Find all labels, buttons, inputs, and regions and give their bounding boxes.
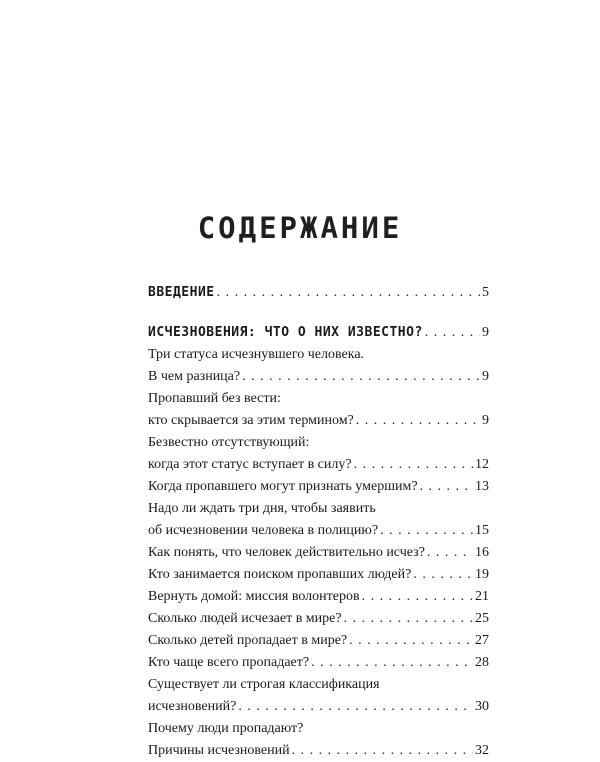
toc-page-number: 9 <box>482 413 489 428</box>
toc-entry-row <box>148 740 489 762</box>
toc-section-label: ВВЕДЕНИЕ <box>148 285 215 300</box>
toc-page-number: 15 <box>475 523 489 538</box>
toc-page-number: 21 <box>475 589 489 604</box>
toc-page-number: 13 <box>475 479 489 494</box>
toc-entry-row <box>148 542 489 564</box>
toc-page-number: 27 <box>475 633 489 648</box>
toc-section-label: ИСЧЕЗНОВЕНИЯ: ЧТО О НИХ ИЗВЕСТНО? <box>148 325 423 340</box>
toc-leader-dots <box>380 520 473 542</box>
toc-entry-label: когда этот статус вступает в силу? <box>148 457 352 472</box>
toc-leader-dots <box>425 322 480 344</box>
toc-entry-line: Надо ли ждать три дня, чтобы заявить <box>148 501 376 516</box>
toc-entry-line: Почему люди пропадают? <box>148 721 304 736</box>
toc-entry-row <box>148 410 489 432</box>
toc-entry[interactable] <box>148 652 489 674</box>
toc-page-number: 32 <box>475 743 489 758</box>
toc-page-number: 5 <box>482 285 489 300</box>
toc-entry-label: В чем разница? <box>148 369 241 384</box>
toc-entry[interactable] <box>148 630 489 652</box>
toc-entry-row <box>148 608 489 630</box>
toc-leader-dots <box>427 542 473 564</box>
toc-entry-row <box>148 520 489 542</box>
toc-leader-dots <box>420 476 473 498</box>
toc-entry[interactable] <box>148 498 489 542</box>
toc-entry[interactable] <box>148 388 489 432</box>
toc-page-number: 30 <box>475 699 489 714</box>
toc-leader-dots <box>344 608 473 630</box>
toc-entry-label: Когда пропавшего могут признать умершим? <box>148 479 418 494</box>
toc-page-number: 12 <box>475 457 489 472</box>
toc-entry-label: Вернуть домой: миссия волонтеров <box>148 589 360 604</box>
toc-gap <box>148 304 489 322</box>
toc-entry-label: Сколько детей пропадает в мире? <box>148 633 348 648</box>
toc-entry-line: Три статуса исчезнувшего человека. <box>148 347 365 362</box>
toc-entry[interactable] <box>148 718 489 762</box>
toc-leader-dots <box>292 740 473 762</box>
toc-page-number: 9 <box>482 369 489 384</box>
toc-entry-label: Причины исчезновений <box>148 743 290 758</box>
toc-entry-label: Кто чаще всего пропадает? <box>148 655 310 670</box>
toc-entry-row <box>148 630 489 652</box>
toc-section-disappearances[interactable] <box>148 322 489 344</box>
toc-entry-label: исчезновений? <box>148 699 237 714</box>
toc-page-number: 28 <box>475 655 489 670</box>
toc-entry-label: Сколько людей исчезает в мире? <box>148 611 342 626</box>
toc-leader-dots <box>354 454 473 476</box>
toc-page-number: 9 <box>482 325 489 340</box>
toc-leader-dots <box>349 630 473 652</box>
toc-entry[interactable] <box>148 344 489 388</box>
toc-entry[interactable] <box>148 542 489 564</box>
toc-entry-label: Кто занимается поиском пропавших людей? <box>148 567 412 582</box>
toc-entry-label: об исчезновении человека в полицию? <box>148 523 379 538</box>
toc-entry-row <box>148 652 489 674</box>
toc-entry[interactable] <box>148 674 489 718</box>
page-title: СОДЕРЖАНИЕ <box>197 211 403 245</box>
toc-section-intro[interactable] <box>148 282 489 304</box>
toc-entry-row <box>148 366 489 388</box>
toc-entry-row <box>148 476 489 498</box>
toc-page-number: 25 <box>475 611 489 626</box>
toc-entry-row <box>148 564 489 586</box>
toc-entry-label: кто скрывается за этим термином? <box>148 413 354 428</box>
toc-leader-dots <box>242 366 480 388</box>
toc-entry-line: Безвестно отсутствующий: <box>148 435 310 450</box>
toc-leader-dots <box>217 282 480 304</box>
toc-leader-dots <box>238 696 473 718</box>
toc-entry-row <box>148 454 489 476</box>
toc-entry-row <box>148 586 489 608</box>
toc-leader-dots <box>362 586 473 608</box>
table-of-contents <box>148 282 489 762</box>
toc-page-number: 19 <box>475 567 489 582</box>
toc-entry-line: Существует ли строгая классификация <box>148 677 380 692</box>
toc-entry-line: Пропавший без вести: <box>148 391 281 406</box>
toc-leader-dots <box>413 564 473 586</box>
toc-entry[interactable] <box>148 586 489 608</box>
toc-leader-dots <box>356 410 480 432</box>
toc-entry[interactable] <box>148 432 489 476</box>
toc-entry[interactable] <box>148 564 489 586</box>
toc-entries <box>148 344 489 762</box>
toc-page-number: 16 <box>475 545 489 560</box>
toc-leader-dots <box>311 652 473 674</box>
toc-entry[interactable] <box>148 476 489 498</box>
toc-entry[interactable] <box>148 608 489 630</box>
toc-entry-label: Как понять, что человек действительно исчез? <box>148 545 425 560</box>
toc-entry-row <box>148 696 489 718</box>
